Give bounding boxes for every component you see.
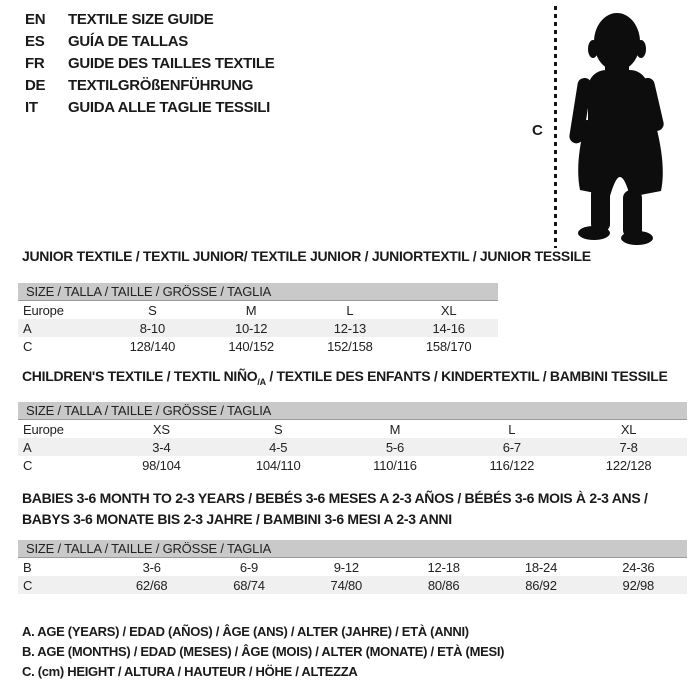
table-row <box>18 319 498 337</box>
table-row <box>18 558 687 576</box>
cell: XL <box>440 302 457 318</box>
size-header-band: SIZE / TALLA / TAILLE / GRÖSSE / TAGLIA <box>18 540 687 558</box>
babies-size-table <box>18 558 687 594</box>
footnote-a: A. AGE (YEARS) / EDAD (AÑOS) / ÂGE (ANS) / ALTER (JAHRE) / ETÀ (ANNI) <box>22 624 469 639</box>
row-label: B <box>23 559 32 575</box>
cell: 86/92 <box>525 577 557 593</box>
row-label: Europe <box>23 302 64 318</box>
cell: 6-7 <box>502 439 521 455</box>
cell: 12-13 <box>333 320 366 336</box>
cell: 122/128 <box>605 457 652 473</box>
children-table <box>18 402 687 474</box>
row-label: C <box>23 457 33 473</box>
title-line-2: BABYS 3-6 MONATE BIS 2-3 JAHRE / BAMBINI 3-6 MESI A 2-3 ANNI <box>22 511 452 527</box>
cell: S <box>148 302 157 318</box>
cell: M <box>245 302 257 318</box>
footnotes <box>22 622 504 682</box>
cell: 7-8 <box>619 439 638 455</box>
lang-label: GUIDE DES TAILLES TEXTILE <box>68 54 275 72</box>
title-line-1: BABIES 3-6 MONTH TO 2-3 YEARS / BEBÉS 3-6 MESES A 2-3 AÑOS / BÉBÉS 3-6 MOIS À 2-3 ANS / <box>22 490 648 506</box>
cell: 4-5 <box>269 439 288 455</box>
junior-table <box>18 283 498 355</box>
babies-table <box>18 540 687 594</box>
height-measure-figure <box>528 4 694 252</box>
title-subscript: /A <box>257 376 266 387</box>
lang-row-fr <box>25 52 274 74</box>
lang-row-it <box>25 96 274 118</box>
row-label: C <box>23 577 33 593</box>
cell: 14-16 <box>432 320 465 336</box>
cell: 110/116 <box>373 457 417 473</box>
table-row <box>18 438 687 456</box>
lang-label: TEXTILGRÖßENFÜHRUNG <box>68 76 254 94</box>
cell: 92/98 <box>622 577 655 593</box>
cell: 62/68 <box>135 577 168 593</box>
table-row <box>18 301 498 319</box>
table-row <box>18 337 498 355</box>
cell: 9-12 <box>333 559 359 575</box>
table-row <box>18 420 687 438</box>
cell: XL <box>620 421 637 437</box>
cell: 152/158 <box>327 338 373 354</box>
cell: 98/104 <box>142 457 181 473</box>
height-measure-line <box>554 6 557 248</box>
cell: 158/170 <box>425 338 472 354</box>
lang-row-de <box>25 74 274 96</box>
cell: L <box>508 421 516 437</box>
row-label: A <box>23 320 32 336</box>
cell: 74/80 <box>330 577 363 593</box>
cell: 3-4 <box>152 439 171 455</box>
language-guide <box>25 8 274 118</box>
lang-code: FR <box>25 54 45 72</box>
size-header-band: SIZE / TALLA / TAILLE / GRÖSSE / TAGLIA <box>18 283 498 301</box>
cell: 5-6 <box>385 439 405 455</box>
cell: M <box>389 421 401 437</box>
lang-label: GUÍA DE TALLAS <box>68 32 188 50</box>
junior-table-title: JUNIOR TEXTILE / TEXTIL JUNIOR/ TEXTILE JUNIOR / JUNIORTEXTIL / JUNIOR TESSILE <box>22 248 591 264</box>
footnote-b: B. AGE (MONTHS) / EDAD (MESES) / ÂGE (MOIS) / ALTER (MONATE) / ETÀ (MESI) <box>22 644 505 659</box>
children-size-table <box>18 420 687 474</box>
cell: XS <box>152 421 170 437</box>
toddler-silhouette-icon <box>564 4 690 246</box>
title-text: CHILDREN'S TEXTILE / TEXTIL NIÑO <box>22 368 258 384</box>
lang-label: TEXTILE SIZE GUIDE <box>68 10 214 28</box>
cell: 128/140 <box>129 338 176 354</box>
row-label: Europe <box>23 421 64 437</box>
cell: 104/110 <box>255 457 301 473</box>
size-header-band: SIZE / TALLA / TAILLE / GRÖSSE / TAGLIA <box>18 402 687 420</box>
row-label: A <box>23 439 32 455</box>
cell: 3-6 <box>142 559 161 575</box>
lang-code: EN <box>25 10 46 28</box>
cell: 18-24 <box>524 559 558 575</box>
row-label: C <box>23 338 33 354</box>
babies-table-title <box>22 488 648 530</box>
lang-row-en <box>25 8 274 30</box>
cell: 6-9 <box>239 559 259 575</box>
cell: 140/152 <box>228 338 274 354</box>
cell: 8-10 <box>139 320 165 336</box>
junior-size-table <box>18 301 498 355</box>
table-row <box>18 576 687 594</box>
table-row <box>18 456 687 474</box>
title-text: / TEXTILE DES ENFANTS / KINDERTEXTIL / BAMBINI TESSILE <box>265 368 668 384</box>
cell: 24-36 <box>622 559 655 575</box>
cell: 116/122 <box>489 457 535 473</box>
cell: 10-12 <box>235 320 268 336</box>
lang-row-es <box>25 30 274 52</box>
cell: L <box>346 302 354 318</box>
lang-code: ES <box>25 32 45 50</box>
cell: 68/74 <box>233 577 265 593</box>
children-table-title <box>22 366 668 393</box>
footnote-c: C. (cm) HEIGHT / ALTURA / HAUTEUR / HÖHE / ALTEZZA <box>22 664 358 679</box>
cell: 12-18 <box>427 559 460 575</box>
lang-label: GUIDA ALLE TAGLIE TESSILI <box>68 98 270 116</box>
lang-code: IT <box>25 98 38 116</box>
lang-code: DE <box>25 76 46 94</box>
cell: S <box>273 421 283 437</box>
measure-label-c: C <box>532 122 543 139</box>
cell: 80/86 <box>427 577 460 593</box>
